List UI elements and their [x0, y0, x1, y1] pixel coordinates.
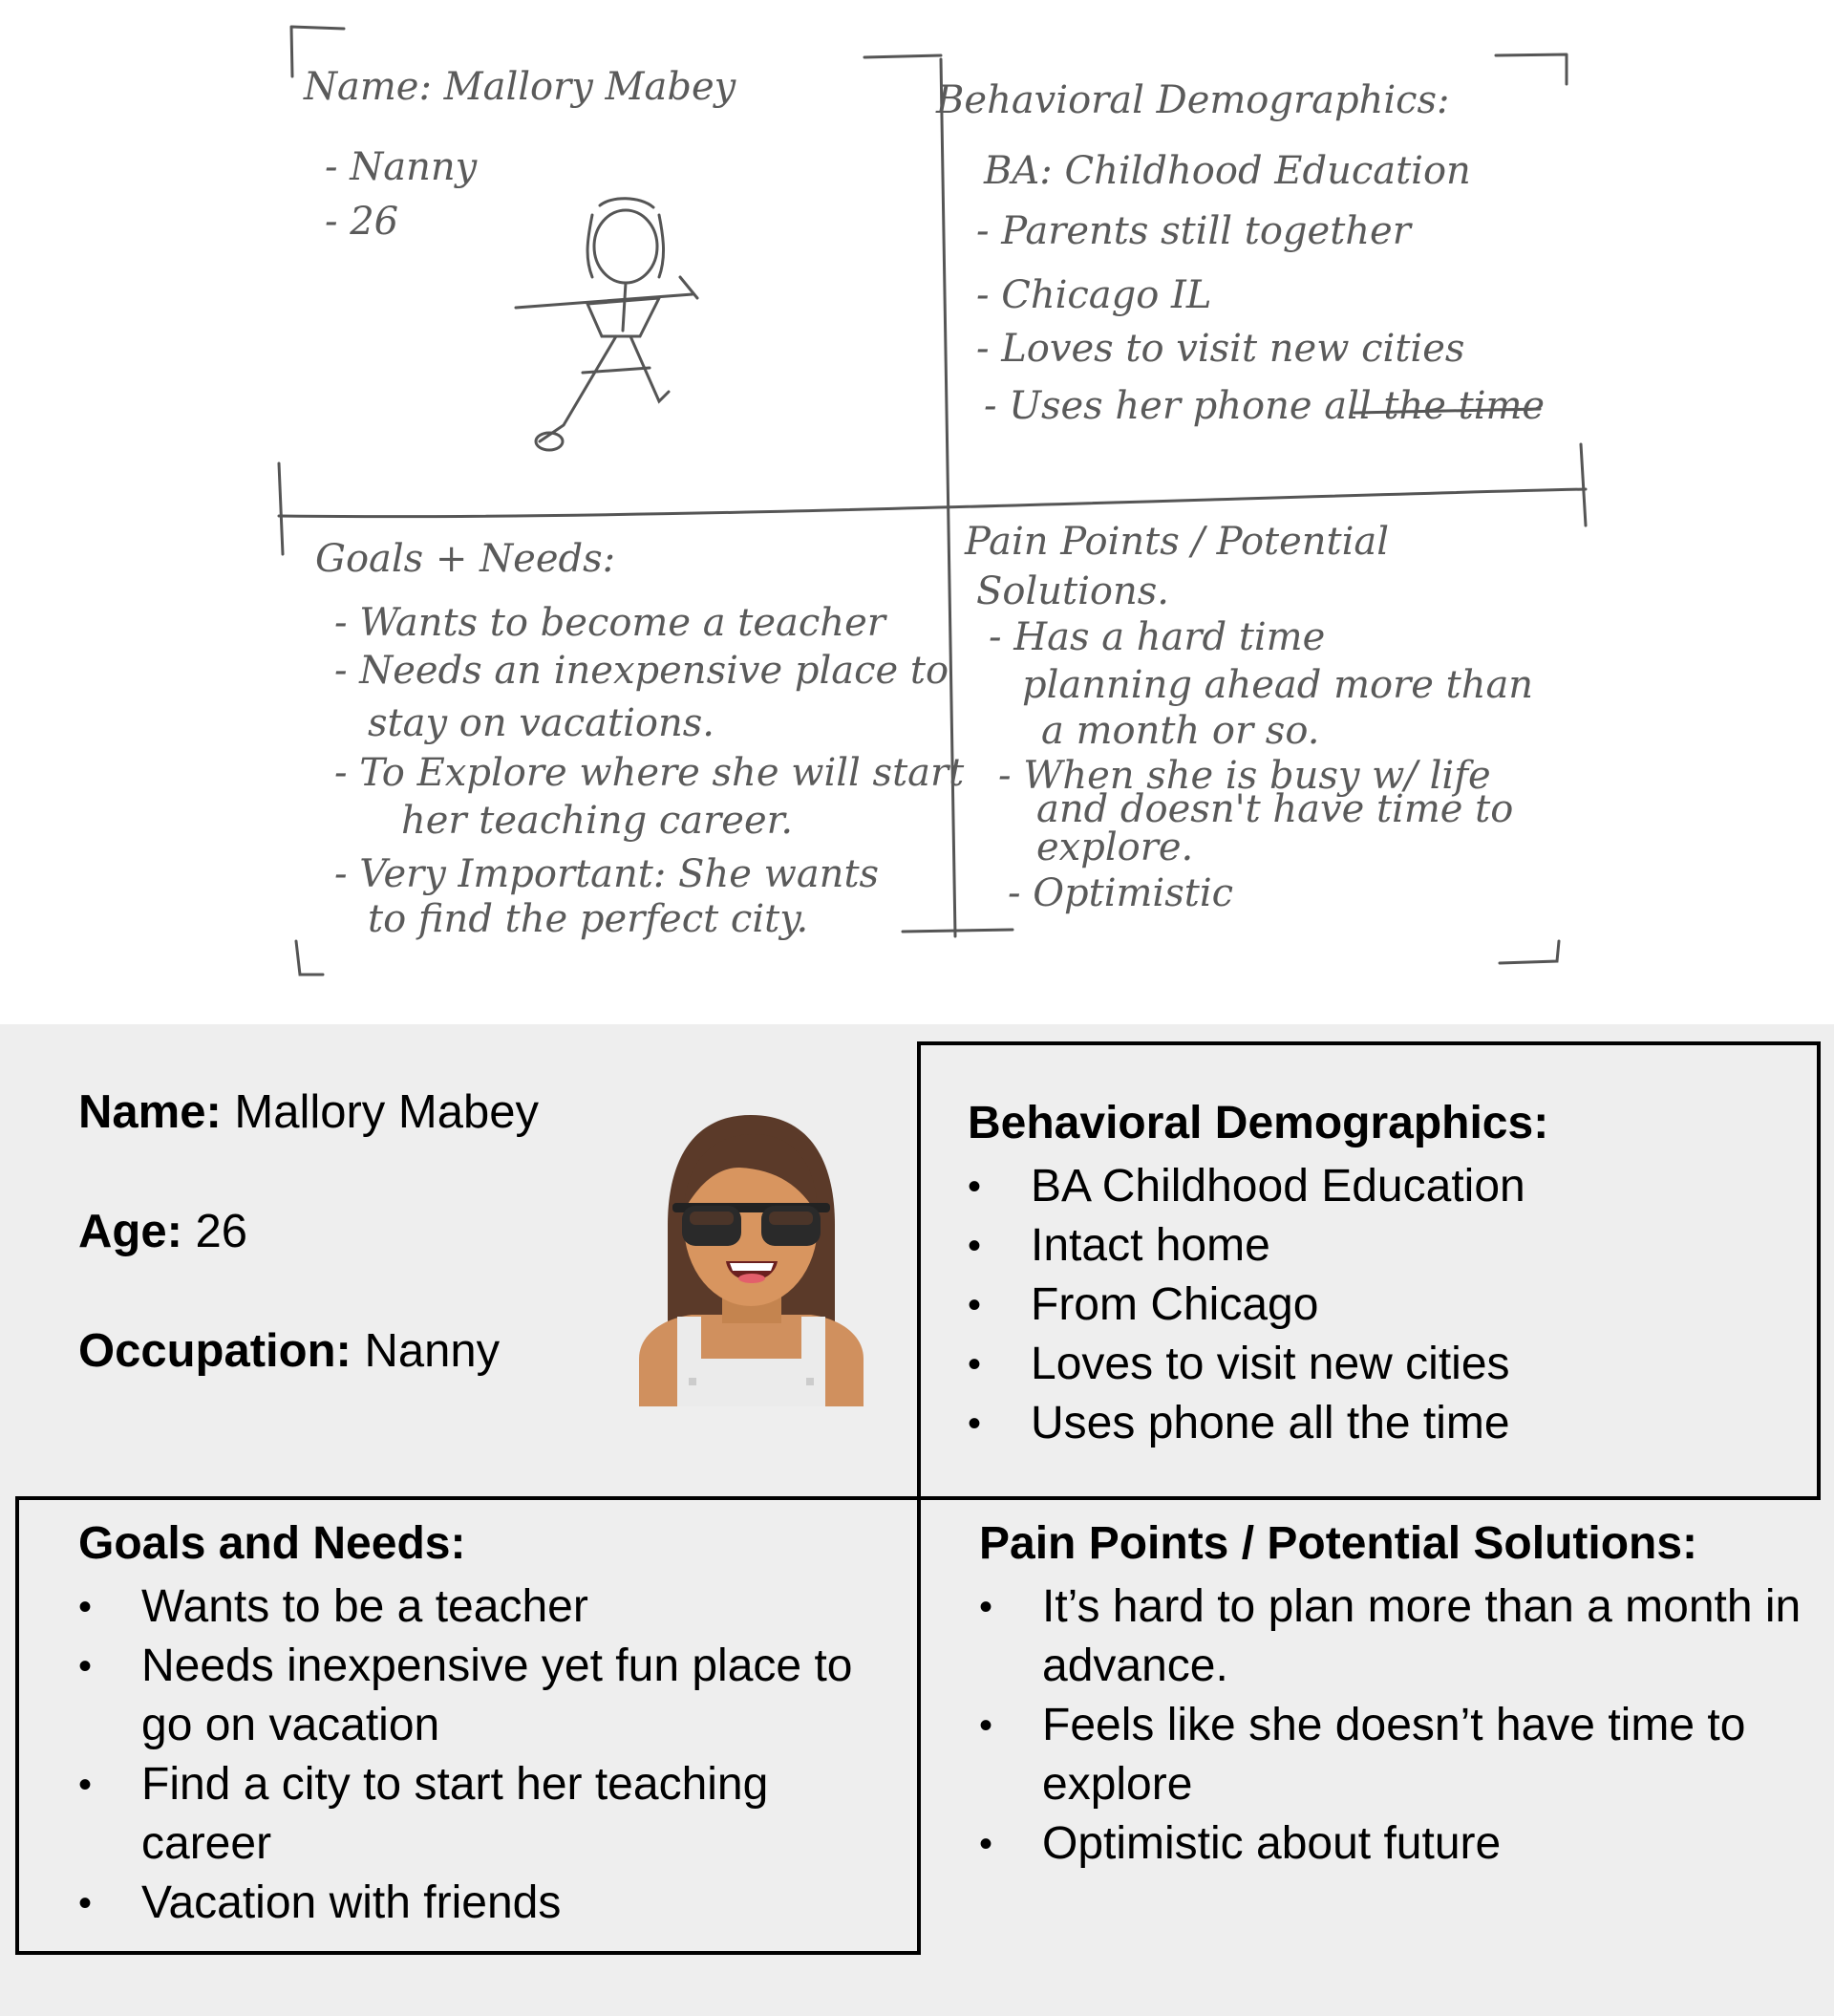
sketch-q3-line: - To Explore where she will start — [334, 751, 965, 795]
corner-mark-bottom-left — [296, 941, 323, 975]
list-item: • Wants to be a teacher — [78, 1577, 881, 1637]
stick-figure-drawing — [516, 199, 697, 450]
sketch-q3-line: stay on vacations. — [368, 701, 714, 745]
sketch-q2-line: - Parents still together — [976, 209, 1411, 253]
sketch-q4-line: a month or so. — [1041, 709, 1320, 753]
behavioral-title: Behavioral Demographics: — [968, 1098, 1549, 1148]
sketch-q3-line: to find the perfect city. — [368, 897, 809, 941]
occupation-field — [78, 1325, 501, 1377]
horizontal-divider-line — [279, 489, 1586, 517]
sketch-q3-line: her teaching career. — [401, 799, 794, 843]
list-item: • Find a city to start her teaching career — [78, 1755, 881, 1874]
occupation-value: Nanny — [351, 1325, 501, 1377]
sketch-q4-line: - When she is busy w/ life — [998, 754, 1491, 798]
corner-mark-bottom-right — [1500, 941, 1559, 963]
sketch-q4-line: and doesn't have time to — [1036, 787, 1514, 831]
name-label: Name: — [78, 1086, 222, 1138]
goals-list — [78, 1577, 881, 1933]
list-item: • BA Childhood Education — [968, 1157, 1808, 1216]
list-item: • Needs inexpensive yet fun place to go on vacation — [78, 1637, 881, 1755]
sketch-q2-line: BA: Childhood Education — [984, 149, 1471, 193]
sketch-q2-line: - Chicago IL — [976, 273, 1212, 317]
sketch-pain-title: Pain Points / Potential — [965, 520, 1390, 564]
sketch-q3-line: - Needs an inexpensive place to — [334, 649, 949, 693]
vertical-divider-line — [941, 59, 955, 936]
age-field — [78, 1206, 248, 1257]
name-field — [78, 1086, 539, 1138]
pain-points-title: Pain Points / Potential Solutions: — [979, 1518, 1698, 1569]
bottom-center-tick — [903, 930, 1013, 932]
list-item: • Vacation with friends — [78, 1874, 881, 1933]
sketch-q4-line: explore. — [1036, 826, 1194, 869]
sketch-q1-line: - Nanny — [325, 145, 478, 189]
avatar-icon — [634, 1110, 868, 1406]
sketch-q2-line: - Uses her phone all the time — [984, 384, 1546, 428]
list-item: • Optimistic about future — [979, 1814, 1820, 1874]
list-item: • Feels like she doesn’t have time to explore — [979, 1696, 1820, 1814]
corner-mark-top-right — [1496, 54, 1567, 84]
goals-title: Goals and Needs: — [78, 1518, 466, 1569]
sketch-behavioral-title: Behavioral Demographics: — [936, 78, 1450, 122]
sketch-goals-title: Goals + Needs: — [315, 537, 616, 581]
sketch-q4-line: planning ahead more than — [1022, 663, 1534, 707]
sketch-q4-line: - Optimistic — [1008, 871, 1234, 915]
age-value: 26 — [181, 1206, 248, 1257]
sketch-q1-line: - 26 — [325, 200, 399, 244]
sketch-pain-title-2: Solutions. — [976, 569, 1169, 613]
sketch-q3-line: - Wants to become a teacher — [334, 601, 885, 645]
sketch-q2-line: - Loves to visit new cities — [976, 327, 1465, 371]
right-tick — [1581, 444, 1586, 525]
pain-points-list — [979, 1577, 1820, 1874]
list-item: • It’s hard to plan more than a month in advance. — [979, 1577, 1820, 1696]
sketch-q3-line: - Very Important: She wants — [334, 852, 880, 896]
list-item: • Uses phone all the time — [968, 1394, 1808, 1453]
top-center-tick — [864, 55, 941, 57]
occupation-label: Occupation: — [78, 1325, 352, 1377]
behavioral-list — [968, 1157, 1808, 1453]
age-label: Age: — [78, 1206, 182, 1257]
persona-card — [0, 1024, 1834, 2016]
left-tick — [279, 463, 283, 554]
name-value: Mallory Mabey — [221, 1086, 539, 1138]
list-item: • Loves to visit new cities — [968, 1335, 1808, 1394]
list-item: • Intact home — [968, 1216, 1808, 1276]
sketch-q4-line: - Has a hard time — [989, 615, 1326, 659]
sketch-name-text: Name: Mallory Mabey — [304, 65, 736, 109]
list-item: • From Chicago — [968, 1276, 1808, 1335]
